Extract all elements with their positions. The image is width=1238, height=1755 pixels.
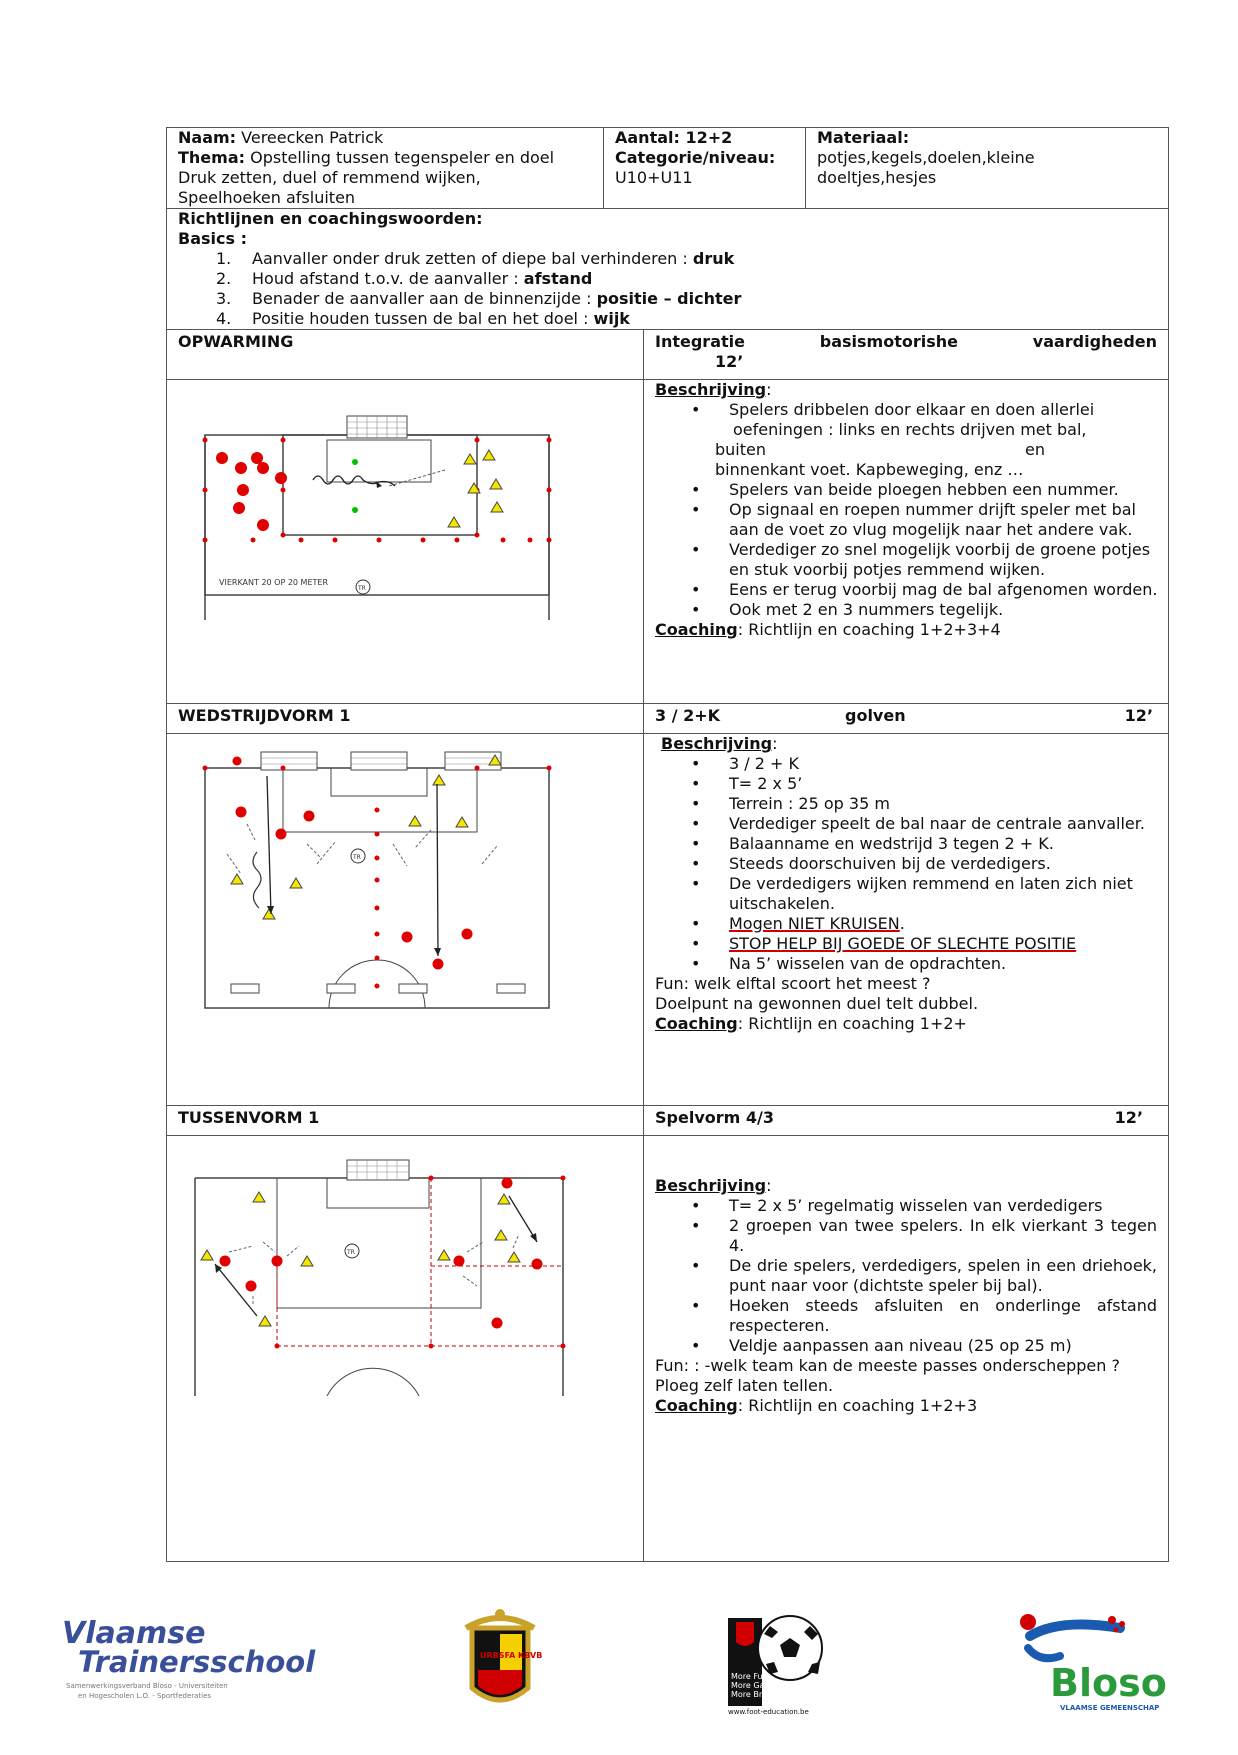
basics-text: Aanvaller onder druk zetten of diepe bal verhinderen : <box>252 249 693 268</box>
tussenvorm-diagram-cell <box>167 1136 644 1562</box>
wedstrijdvorm-desc-cell: Beschrijving: • 3 / 2 + K • T= 2 x 5’ • Terrein : 25 op 35 m • Verdediger speelt de bal naar de centrale aanvaller. • Balaanname en wedstrijd 3 tegen 2 + K. • Steeds doorschuiven bij de verdedigers. • De verdedigers wijken remmend en laten zich niet uitschakelen. • Mogen NIET KRUISEN. • STOP HELP BIJ GOEDE OF SLECHTE POSITIE • Na 5’ wisselen van de opdrachten. Fun: welk elftal scoort het meest ? Doelpunt na gewonnen duel telt dubbel. Coaching: Richtlijn en coaching 1+2+ <box>644 734 1169 1106</box>
opwarming-diagram <box>167 380 643 698</box>
basics-number: 2. <box>216 269 232 288</box>
bloso-sub: VLAAMSE GEMEENSCHAP <box>1060 1704 1160 1712</box>
wedstrijdvorm-title: WEDSTRIJDVORM 1 <box>167 704 644 734</box>
tussenvorm-tr-label: TR <box>347 1249 355 1256</box>
materiaal-cell: Materiaal: potjes,kegels,doelen,kleine doeltjes,hesjes <box>806 128 1169 209</box>
naam-cell: Naam: Vereecken Patrick Thema: Opstelling tussen tegenspeler en doel Druk zetten, duel of remmend wijken, Speelhoeken afsluiten <box>167 128 604 209</box>
morefun-line2: More Games <box>731 1681 782 1690</box>
more-fun-logo <box>728 1616 822 1716</box>
vlaamse-trainersschool-logo <box>62 1616 316 1700</box>
basics-item <box>178 309 1168 329</box>
vts-sub2: en Hogescholen L.O. - Sportfederaties <box>78 1692 212 1700</box>
morefun-line1: More Fun <box>731 1672 768 1681</box>
basics-item <box>178 249 1168 269</box>
basics-keyword: afstand <box>523 269 593 288</box>
tussenvorm-right-title: Spelvorm 4/3 12’ <box>644 1106 1169 1136</box>
basics-number: 1. <box>216 249 232 268</box>
basics-keyword: wijk <box>593 309 630 328</box>
basics-text: Houd afstand t.o.v. de aanvaller : <box>252 269 524 288</box>
tussenvorm-bullets: • T= 2 x 5’ regelmatig wisselen van verdedigers • 2 groepen van twee spelers. In elk vierkant 3 tegen 4. • De drie spelers, verdedigers, spelen in een driehoek, punt naar voor (dichtste speler bij bal). • Hoeken steeds afsluiten en onderlinge afstand respecteren. • Veldje aanpassen aan niveau (25 op 25 m) <box>655 1196 1157 1356</box>
basics-text: Positie houden tussen de bal en het doel : <box>252 309 594 328</box>
basics-keyword: positie – dichter <box>596 289 742 308</box>
basics-item <box>178 289 1168 309</box>
aantal-cell: Aantal: 12+2 Categorie/niveau: U10+U11 <box>604 128 806 209</box>
opwarming-title: OPWARMING <box>167 330 644 380</box>
opwarming-diagram-cell <box>167 380 644 704</box>
tussenvorm-title: TUSSENVORM 1 <box>167 1106 644 1136</box>
tussenvorm-diagram <box>167 1136 643 1556</box>
basics-number: 3. <box>216 289 232 308</box>
opwarming-desc-cell: Beschrijving: • Spelers dribbelen door elkaar en doen allerlei oefeningen : links en rechts drijven met bal, buiten en binnenkant voet. Kapbeweging, enz … • Spelers van beide ploegen hebben een nummer. • Op signaal en roepen nummer drijft speler met bal aan de voet zo vlug mogelijk naar het andere vak. • Verdediger zo snel mogelijk voorbij de groene potjes en stuk voorbij potjes remmend wijken. • Eens er terug voorbij mag de bal afgenomen worden. • Ook met 2 en 3 nummers tegelijk. Coaching: Richtlijn en coaching 1+2+3+4 <box>644 380 1169 704</box>
urbsfa-crest-logo <box>466 1609 542 1700</box>
vts-line2: Trainersschool <box>78 1645 316 1679</box>
basics-list <box>178 249 1168 329</box>
bloso-text: Bloso <box>1050 1661 1167 1705</box>
session-table <box>166 127 1169 1562</box>
urbsfa-text: URBSFA KBVB <box>480 1651 543 1660</box>
wedstrijdvorm-diagram <box>167 734 643 1100</box>
basics-number: 4. <box>216 309 232 328</box>
tussenvorm-desc-cell: Beschrijving: • T= 2 x 5’ regelmatig wisselen van verdedigers • 2 groepen van twee spelers. In elk vierkant 3 tegen 4. • De drie spelers, verdedigers, spelen in een driehoek, punt naar voor (dichtste speler bij bal). • Hoeken steeds afsluiten en onderlinge afstand respecteren. • Veldje aanpassen aan niveau (25 op 25 m) Fun: : -welk team kan de meeste passes onderscheppen ? Ploeg zelf laten tellen. Coaching: Richtlijn en coaching 1+2+3 <box>644 1136 1169 1562</box>
wedstrijdvorm-diagram-cell <box>167 734 644 1106</box>
basics-keyword: druk <box>692 249 735 268</box>
basics-text: Benader de aanvaller aan de binnenzijde : <box>252 289 597 308</box>
footer-logos <box>0 1608 1238 1728</box>
opwarming-right-title: Integratie basismotorishe vaardigheden 12’ <box>644 330 1169 380</box>
wedstrijdvorm-tr-label: TR <box>353 854 361 861</box>
basics-item <box>178 269 1168 289</box>
richtlijnen-cell: Richtlijnen en coachingswoorden: Basics : 1. Aanvaller onder druk zetten of diepe bal verhinderen : druk 2. Houd afstand t.o.v. de aanvaller : afstand 3. Benader de aanvaller aan de binnenzijde : positie – dichter 4. Positie houden tussen de bal en het doel : wijk <box>167 209 1169 330</box>
vts-sub1: Samenwerkingsverband Bloso - Universiteiten <box>66 1682 228 1690</box>
morefun-url: www.foot-education.be <box>728 1708 809 1716</box>
opwarming-tr-label: TR <box>358 585 366 592</box>
wedstrijdvorm-right-title: 3 / 2+K golven 12’ <box>644 704 1169 734</box>
wedstrijdvorm-bullets: • 3 / 2 + K • T= 2 x 5’ • Terrein : 25 op 35 m • Verdediger speelt de bal naar de centrale aanvaller. • Balaanname en wedstrijd 3 tegen 2 + K. • Steeds doorschuiven bij de verdedigers. • De verdedigers wijken remmend en laten zich niet uitschakelen. • Mogen NIET KRUISEN. • STOP HELP BIJ GOEDE OF SLECHTE POSITIE • Na 5’ wisselen van de opdrachten. <box>655 754 1168 974</box>
morefun-line3: More Brains <box>731 1690 779 1699</box>
vts-line1: Vlaamse <box>62 1616 206 1651</box>
bloso-logo <box>1020 1614 1167 1712</box>
opwarming-diagram-label: VIERKANT 20 OP 20 METER <box>219 578 329 587</box>
opwarming-bullets: • Spelers dribbelen door elkaar en doen allerlei oefeningen : links en rechts drijven met bal, buiten en binnenkant voet. Kapbeweging, enz … • Spelers van beide ploegen hebben een nummer. • Op signaal en roepen nummer drijft speler met bal aan de voet zo vlug mogelijk naar het andere vak. • Verdediger zo snel mogelijk voorbij de groene potjes en stuk voorbij potjes remmend wijken. • Eens er terug voorbij mag de bal afgenomen worden. • Ook met 2 en 3 nummers tegelijk. <box>655 400 1168 620</box>
session-sheet <box>166 127 1168 1555</box>
